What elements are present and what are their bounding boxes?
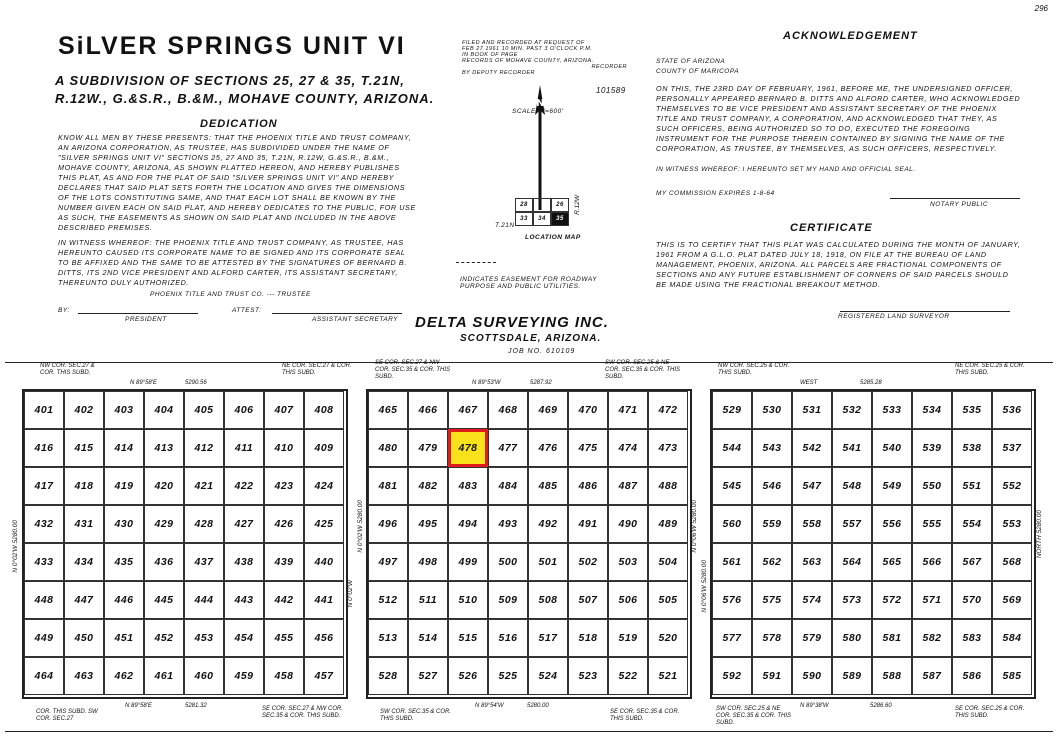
lot[interactable]: 512 xyxy=(368,581,408,619)
block2-corner-sw: SW COR. SEC.35 & COR. THIS SUBD. xyxy=(380,709,452,722)
lot[interactable]: 502 xyxy=(568,543,608,581)
lot[interactable]: 501 xyxy=(528,543,568,581)
lot[interactable]: 542 xyxy=(792,429,832,467)
recording-line-3: IN BOOK OF PAGE xyxy=(462,52,518,58)
lot[interactable]: 533 xyxy=(872,391,912,429)
ack-state: STATE OF ARIZONA xyxy=(656,58,726,65)
block3-side-right: NORTH 5280.00 xyxy=(1036,510,1043,559)
lot[interactable]: 442 xyxy=(264,581,304,619)
dedication-heading: DEDICATION xyxy=(200,118,278,130)
lot[interactable]: 523 xyxy=(568,657,608,695)
lot[interactable]: 563 xyxy=(792,543,832,581)
lot[interactable]: 488 xyxy=(648,467,688,505)
lot[interactable]: 577 xyxy=(712,619,752,657)
secretary-role: ASSISTANT SECRETARY xyxy=(312,316,398,323)
block3-lot-grid xyxy=(712,391,1032,695)
lot[interactable]: 554 xyxy=(952,505,992,543)
lot[interactable]: 503 xyxy=(608,543,648,581)
lot[interactable]: 402 xyxy=(64,391,104,429)
lot[interactable]: 515 xyxy=(448,619,488,657)
lot[interactable]: 505 xyxy=(648,581,688,619)
lot[interactable]: 553 xyxy=(992,505,1032,543)
township-label: T.21N xyxy=(495,222,515,229)
block3-corner-ne: NE COR. SEC.25 & COR. THIS SUBD. xyxy=(955,363,1025,376)
lot[interactable]: 510 xyxy=(448,581,488,619)
lot[interactable]: 460 xyxy=(184,657,224,695)
lot[interactable]: 415 xyxy=(64,429,104,467)
lot[interactable]: 585 xyxy=(992,657,1032,695)
lot[interactable]: 439 xyxy=(264,543,304,581)
block2-lot-grid xyxy=(368,391,688,695)
lot[interactable]: 536 xyxy=(992,391,1032,429)
block2-bottom-bearing: N 89°54'W xyxy=(475,703,504,709)
ack-text: ON THIS, THE 23RD DAY OF FEBRUARY, 1961, BEFORE ME, THE UNDERSIGNED OFFICER, PERSONALLY APPEARED BERNARD B. DITTS AND ALFORD CARTER, WHO ACKNOWLEDGED THEMSELVES TO BE VICE PRESIDENT AND ASSISTANT SECRETARY OF THE PHOENIX TITLE AND TRUST COMPANY, A CORPORATION, AND ACKNOWLEDGED THAT THEY, AS SUCH OFFICERS, BEING AUTHORIZED SO TO DO, EXECUTED THE FOREGOING INSTRUMENT FOR THE PURPOSE THEREIN CONTAINED BY SIGNING THE NAME OF THE CORPORATION, AS TRUSTEE, BY THEMSELVES, AS SUCH OFFICERS, RESPECTIVELY. xyxy=(656,84,1021,153)
lot[interactable]: 444 xyxy=(184,581,224,619)
block2-corner-nw: SE COR. SEC.27 & NW COR. SEC.35 & COR. THIS SUBD. xyxy=(375,360,451,380)
location-map xyxy=(515,198,573,228)
ack-witness: IN WITNESS WHEREOF: I HEREUNTO SET MY HAND AND OFFICIAL SEAL. xyxy=(656,166,916,173)
plat-subtitle xyxy=(55,72,435,108)
block3-bottom-distance: 5286.60 xyxy=(870,703,892,709)
lot[interactable]: 546 xyxy=(752,467,792,505)
block2-corner-ne: SW COR. SEC.25 & NE COR. SEC.35 & COR. THIS SUBD. xyxy=(605,360,681,380)
surveyor-signature-line xyxy=(840,311,1010,312)
lot[interactable]: 427 xyxy=(224,505,264,543)
lot[interactable]: 452 xyxy=(144,619,184,657)
subtitle-line-1: A SUBDIVISION OF SECTIONS 25, 27 & 35, T.21N, xyxy=(55,73,405,88)
lot[interactable]: 522 xyxy=(608,657,648,695)
acknowledgement-heading: ACKNOWLEDGEMENT xyxy=(783,30,918,42)
lot[interactable]: 479 xyxy=(408,429,448,467)
lot[interactable]: 491 xyxy=(568,505,608,543)
plat-title: SiLVER SPRINGS UNIT VI xyxy=(58,32,406,60)
recorder-label: RECORDER xyxy=(591,64,627,70)
lot[interactable]: 432 xyxy=(24,505,64,543)
block3-corner-sw: SW COR. SEC.25 & NE COR. SEC.35 & COR. THIS SUBD. xyxy=(716,706,792,726)
map-cell-highlight: 35 xyxy=(551,212,569,226)
lot[interactable]: 429 xyxy=(144,505,184,543)
lot[interactable]: 434 xyxy=(64,543,104,581)
lot[interactable]: 549 xyxy=(872,467,912,505)
lot[interactable]: 540 xyxy=(872,429,912,467)
lot[interactable]: 567 xyxy=(952,543,992,581)
lot[interactable]: 569 xyxy=(992,581,1032,619)
lot[interactable]: 448 xyxy=(24,581,64,619)
lot[interactable]: 578 xyxy=(752,619,792,657)
lot[interactable]: 469 xyxy=(528,391,568,429)
lot[interactable]: 419 xyxy=(104,467,144,505)
lot[interactable]: 449 xyxy=(24,619,64,657)
notary-role: NOTARY PUBLIC xyxy=(930,201,989,208)
certificate-heading: CERTIFICATE xyxy=(790,222,873,234)
lot[interactable]: 581 xyxy=(872,619,912,657)
lot[interactable]: 551 xyxy=(952,467,992,505)
block3-top-distance: 5285.28 xyxy=(860,380,882,386)
block3-bottom-bearing: N 89°38'W xyxy=(800,703,829,709)
lot[interactable]: 487 xyxy=(608,467,648,505)
lot[interactable]: 455 xyxy=(264,619,304,657)
map-cell: 34 xyxy=(533,212,551,226)
lot[interactable]: 468 xyxy=(488,391,528,429)
lot[interactable]: 566 xyxy=(912,543,952,581)
lot[interactable]: 406 xyxy=(224,391,264,429)
lot[interactable]: 530 xyxy=(752,391,792,429)
lot[interactable]: 586 xyxy=(952,657,992,695)
subtitle-line-2: R.12W., G.&S.R., B.&M., MOHAVE COUNTY, ARIZONA. xyxy=(55,91,435,106)
lot[interactable]: 579 xyxy=(792,619,832,657)
block1-top-bearing: N 89°58'E xyxy=(130,380,157,386)
map-cell: 26 xyxy=(551,198,569,212)
lot[interactable]: 539 xyxy=(912,429,952,467)
block1-bottom-distance: 5281.32 xyxy=(185,703,207,709)
lot[interactable]: 534 xyxy=(912,391,952,429)
lot[interactable]: 445 xyxy=(144,581,184,619)
lot[interactable]: 413 xyxy=(144,429,184,467)
lot[interactable]: 414 xyxy=(104,429,144,467)
recording-line-1: FILED AND RECORDED AT REQUEST OF xyxy=(462,40,585,46)
lot[interactable]: 456 xyxy=(304,619,344,657)
block2-top-distance: 5287.92 xyxy=(530,380,552,386)
lot[interactable]: 524 xyxy=(528,657,568,695)
lot[interactable]: 527 xyxy=(408,657,448,695)
lot[interactable]: 467 xyxy=(448,391,488,429)
lot[interactable]: 475 xyxy=(568,429,608,467)
block2-bottom-distance: 5280.00 xyxy=(527,703,549,709)
lot[interactable]: 525 xyxy=(488,657,528,695)
ack-commission: MY COMMISSION EXPIRES 1-8-64 xyxy=(656,190,775,197)
lot[interactable]: 410 xyxy=(264,429,304,467)
lot[interactable]: 417 xyxy=(24,467,64,505)
map-cell: 33 xyxy=(515,212,533,226)
lot[interactable]: 494 xyxy=(448,505,488,543)
lot[interactable]: 587 xyxy=(912,657,952,695)
lot[interactable]: 454 xyxy=(224,619,264,657)
lot[interactable]: 556 xyxy=(872,505,912,543)
block1-corner-se: SE COR. SEC.27 & NW COR. SEC.35 & COR. THIS SUBD. xyxy=(262,706,344,719)
lot[interactable]: 514 xyxy=(408,619,448,657)
surveyor-role: REGISTERED LAND SURVEYOR xyxy=(838,313,950,320)
block3-corner-se: SE COR. SEC.25 & COR. THIS SUBD. xyxy=(955,706,1025,719)
lot[interactable]: 547 xyxy=(792,467,832,505)
lot[interactable]: 589 xyxy=(832,657,872,695)
lot[interactable]: 470 xyxy=(568,391,608,429)
lot[interactable]: 558 xyxy=(792,505,832,543)
lot[interactable]: 509 xyxy=(488,581,528,619)
lot[interactable]: 472 xyxy=(648,391,688,429)
lot[interactable]: 552 xyxy=(992,467,1032,505)
lot[interactable]: 481 xyxy=(368,467,408,505)
lot[interactable]: 422 xyxy=(224,467,264,505)
block1-bottom-bearing: N 89°58'E xyxy=(125,703,152,709)
lot[interactable]: 574 xyxy=(792,581,832,619)
lot[interactable]: 443 xyxy=(224,581,264,619)
lot[interactable]: 519 xyxy=(608,619,648,657)
lot[interactable]: 430 xyxy=(104,505,144,543)
lot[interactable]: 497 xyxy=(368,543,408,581)
lot[interactable]: 404 xyxy=(144,391,184,429)
lot[interactable]: 421 xyxy=(184,467,224,505)
lot[interactable]: 572 xyxy=(872,581,912,619)
certificate-text: THIS IS TO CERTIFY THAT THIS PLAT WAS CALCULATED DURING THE MONTH OF JANUARY, 1961 FROM A G.L.O. PLAT DATED JULY 18, 1918, ON FILE AT THE BUREAU OF LAND MANAGEMENT, PHOENIX, ARIZONA. ALL PARCELS ARE FRACTIONAL COMPONENTS OF SECTIONS AND ANY FUTURE ESTABLISHMENT OF CORNERS OF SAID PARCELS SHOULD BE MADE USING THE FRACTIONAL BREAKOUT METHOD. xyxy=(656,240,1021,289)
lot[interactable]: 461 xyxy=(144,657,184,695)
lot[interactable]: 576 xyxy=(712,581,752,619)
lot[interactable]: 532 xyxy=(832,391,872,429)
lot[interactable]: 538 xyxy=(952,429,992,467)
lot[interactable]: 520 xyxy=(648,619,688,657)
lot[interactable]: 543 xyxy=(752,429,792,467)
block2-side-right: N 0°06'W 5280.00 xyxy=(691,500,698,553)
easement-symbol xyxy=(456,262,496,263)
range-label: R.12W xyxy=(574,195,581,215)
svg-text:N: N xyxy=(536,98,545,109)
by-label: BY: xyxy=(58,307,70,314)
lot[interactable]: 418 xyxy=(64,467,104,505)
lot[interactable]: 531 xyxy=(792,391,832,429)
lot[interactable]: 405 xyxy=(184,391,224,429)
lot[interactable]: 544 xyxy=(712,429,752,467)
block3-corner-nw: NW COR. SEC.25 & COR. THIS SUBD. xyxy=(718,363,790,376)
block1-corner-sw: COR. THIS SUBD. SW COR. SEC.27 xyxy=(36,709,98,722)
highlighted-lot[interactable]: 478 xyxy=(448,429,488,467)
lot[interactable]: 484 xyxy=(488,467,528,505)
lot[interactable]: 568 xyxy=(992,543,1032,581)
lot[interactable]: 575 xyxy=(752,581,792,619)
lot[interactable]: 492 xyxy=(528,505,568,543)
lot[interactable]: 416 xyxy=(24,429,64,467)
lot[interactable]: 508 xyxy=(528,581,568,619)
lot[interactable]: 559 xyxy=(752,505,792,543)
lot[interactable]: 464 xyxy=(24,657,64,695)
lot[interactable]: 504 xyxy=(648,543,688,581)
lot[interactable]: 513 xyxy=(368,619,408,657)
lot[interactable]: 403 xyxy=(104,391,144,429)
block1-top-distance: 5290.56 xyxy=(185,380,207,386)
lot[interactable]: 562 xyxy=(752,543,792,581)
lot[interactable]: 516 xyxy=(488,619,528,657)
lot[interactable]: 459 xyxy=(224,657,264,695)
deputy-label: BY DEPUTY RECORDER xyxy=(462,70,535,76)
lot[interactable]: 526 xyxy=(448,657,488,695)
lot[interactable]: 423 xyxy=(264,467,304,505)
notary-signature-line xyxy=(890,198,1020,199)
lot[interactable]: 436 xyxy=(144,543,184,581)
lot[interactable]: 446 xyxy=(104,581,144,619)
lot[interactable]: 535 xyxy=(952,391,992,429)
lot[interactable]: 483 xyxy=(448,467,488,505)
lot[interactable]: 441 xyxy=(304,581,344,619)
block1-lot-grid xyxy=(24,391,344,695)
block3-top-bearing: WEST xyxy=(800,380,818,386)
lot[interactable]: 541 xyxy=(832,429,872,467)
lot[interactable]: 465 xyxy=(368,391,408,429)
lot[interactable]: 561 xyxy=(712,543,752,581)
firm-city: SCOTTSDALE, ARIZONA. xyxy=(460,333,602,344)
scale-label: SCALE 1"=600' xyxy=(512,108,564,115)
lot[interactable]: 437 xyxy=(184,543,224,581)
block3-side-left: N 0°06'W 5280.00 xyxy=(701,560,708,613)
lot[interactable]: 471 xyxy=(608,391,648,429)
president-role: PRESIDENT xyxy=(125,316,167,323)
lot[interactable]: 458 xyxy=(264,657,304,695)
block1-side-left: N 0°02'W 5280.00 xyxy=(12,520,19,573)
lot[interactable]: 482 xyxy=(408,467,448,505)
map-cell: 28 xyxy=(515,198,533,212)
lot[interactable]: 550 xyxy=(912,467,952,505)
lot[interactable]: 592 xyxy=(712,657,752,695)
block1-corner-ne: NE COR. SEC.27 & COR. THIS SUBD. xyxy=(282,363,352,376)
lot[interactable]: 408 xyxy=(304,391,344,429)
lot[interactable]: 480 xyxy=(368,429,408,467)
lot[interactable]: 433 xyxy=(24,543,64,581)
lot[interactable]: 431 xyxy=(64,505,104,543)
lot[interactable]: 582 xyxy=(912,619,952,657)
lot[interactable]: 428 xyxy=(184,505,224,543)
lot[interactable]: 425 xyxy=(304,505,344,543)
job-number: JOB NO. 610109 xyxy=(508,348,576,355)
lot[interactable]: 407 xyxy=(264,391,304,429)
lot[interactable]: 476 xyxy=(528,429,568,467)
lot[interactable]: 495 xyxy=(408,505,448,543)
lot[interactable]: 506 xyxy=(608,581,648,619)
firm-name: DELTA SURVEYING INC. xyxy=(415,314,609,331)
recording-line-4: RECORDS OF MOHAVE COUNTY, ARIZONA. xyxy=(462,58,594,64)
page-number: 296 xyxy=(1034,4,1048,13)
lot[interactable]: 474 xyxy=(608,429,648,467)
lot[interactable]: 412 xyxy=(184,429,224,467)
lot[interactable]: 477 xyxy=(488,429,528,467)
lot[interactable]: 451 xyxy=(104,619,144,657)
lot[interactable]: 528 xyxy=(368,657,408,695)
lot[interactable]: 489 xyxy=(648,505,688,543)
block2-top-bearing: N 89°53'W xyxy=(472,380,501,386)
lot[interactable]: 555 xyxy=(912,505,952,543)
secretary-signature-line xyxy=(272,313,402,314)
block2-side-left: N 0°02'W 5280.00 xyxy=(357,500,364,553)
lot[interactable]: 545 xyxy=(712,467,752,505)
attest-label: ATTEST: xyxy=(232,307,262,314)
lot[interactable]: 496 xyxy=(368,505,408,543)
trustee-company: PHOENIX TITLE AND TRUST CO. --- TRUSTEE xyxy=(150,291,311,298)
lot[interactable]: 424 xyxy=(304,467,344,505)
lot[interactable]: 450 xyxy=(64,619,104,657)
lot[interactable]: 500 xyxy=(488,543,528,581)
lot[interactable]: 426 xyxy=(264,505,304,543)
lot[interactable]: 588 xyxy=(872,657,912,695)
lot[interactable]: 473 xyxy=(648,429,688,467)
lot[interactable]: 517 xyxy=(528,619,568,657)
lot[interactable]: 498 xyxy=(408,543,448,581)
lot[interactable]: 557 xyxy=(832,505,872,543)
block2-corner-se: SE COR. SEC.35 & COR. THIS SUBD. xyxy=(610,709,680,722)
lot[interactable]: 507 xyxy=(568,581,608,619)
lot[interactable]: 486 xyxy=(568,467,608,505)
lot[interactable]: 485 xyxy=(528,467,568,505)
block1-side-right: N 0°02'W xyxy=(347,580,354,608)
lot[interactable]: 493 xyxy=(488,505,528,543)
recording-line-2: FEB 27 1961 10 MIN. PAST 3 O'CLOCK P.M. xyxy=(462,46,593,52)
lot[interactable]: 490 xyxy=(608,505,648,543)
lot[interactable]: 511 xyxy=(408,581,448,619)
lot[interactable]: 440 xyxy=(304,543,344,581)
lot[interactable]: 466 xyxy=(408,391,448,429)
lot[interactable]: 573 xyxy=(832,581,872,619)
dedication-witness: IN WITNESS WHEREOF: THE PHOENIX TITLE AND TRUST COMPANY, AS TRUSTEE, HAS HEREUNTO CAUSED ITS CORPORATE NAME TO BE SIGNED AND ITS CORPORATE SEAL TO BE AFFIXED AND THE SAME TO BE ATTESTED BY THE SIGNATURES OF BERNARD B. DITTS, ITS 2ND VICE PRESIDENT AND ALFORD CARTER, ITS ASSISTANT SECRETARY, THEREUNTO DULY AUTHORIZED. xyxy=(58,238,407,287)
lot[interactable]: 565 xyxy=(872,543,912,581)
lot[interactable]: 435 xyxy=(104,543,144,581)
lot[interactable]: 580 xyxy=(832,619,872,657)
president-signature-line xyxy=(78,313,198,314)
easement-note: INDICATES EASEMENT FOR ROADWAY PURPOSE AND PUBLIC UTILITIES. xyxy=(460,276,597,290)
north-arrow-icon xyxy=(525,85,555,215)
block1-corner-nw: NW COR. SEC.27 & COR. THIS SUBD. xyxy=(40,363,95,376)
recording-stamp xyxy=(462,40,627,76)
lot[interactable]: 590 xyxy=(792,657,832,695)
ack-county: COUNTY OF MARICOPA xyxy=(656,68,740,75)
lot[interactable]: 447 xyxy=(64,581,104,619)
lot[interactable]: 457 xyxy=(304,657,344,695)
lot[interactable]: 411 xyxy=(224,429,264,467)
lot[interactable]: 571 xyxy=(912,581,952,619)
lot[interactable]: 518 xyxy=(568,619,608,657)
lot[interactable]: 564 xyxy=(832,543,872,581)
lot[interactable]: 548 xyxy=(832,467,872,505)
location-map-label: LOCATION MAP xyxy=(525,234,581,241)
document-number: 101589 xyxy=(596,86,626,95)
lot[interactable]: 438 xyxy=(224,543,264,581)
lot[interactable]: 409 xyxy=(304,429,344,467)
lot[interactable]: 463 xyxy=(64,657,104,695)
lot[interactable]: 583 xyxy=(952,619,992,657)
lot[interactable]: 521 xyxy=(648,657,688,695)
lot[interactable]: 560 xyxy=(712,505,752,543)
lot[interactable]: 453 xyxy=(184,619,224,657)
lot[interactable]: 584 xyxy=(992,619,1032,657)
lot[interactable]: 420 xyxy=(144,467,184,505)
lot[interactable]: 537 xyxy=(992,429,1032,467)
dedication-text: KNOW ALL MEN BY THESE PRESENTS: THAT THE PHOENIX TITLE AND TRUST COMPANY, AN ARIZONA CORPORATION, AS TRUSTEE, HAS SUBDIVIDED UNDER THE NAME OF "SILVER SPRINGS UNIT VI" SECTIONS 25, 27 AND 35, T.21N, R.12W, G.&S.R., B.&M., MOHAVE COUNTY, ARIZONA, AS SHOWN PLATTED HEREON, AND HEREBY PUBLISHES THIS PLAT, AS AND FOR THE PLAT OF SAID "SILVER SPRINGS UNIT VI" AND HEREBY DECLARES THAT SAID PLAT SETS FORTH THE LOCATION AND GIVES THE DIMENSIONS OF THE LOTS CONSTITUTING SAME, AND THAT EACH LOT SHALL BE KNOWN BY THE NUMBER GIVEN EACH ON SAID PLAT, AND HEREBY DEDICATES TO THE PUBLIC, FOR USE AS SUCH, THE EASEMENTS AS SHOWN ON SAID PLAT AND INCLUDED IN THE ABOVE DESCRIBED PREMISES. xyxy=(58,133,416,232)
lot[interactable]: 591 xyxy=(752,657,792,695)
lot[interactable]: 499 xyxy=(448,543,488,581)
lot[interactable]: 462 xyxy=(104,657,144,695)
lot[interactable]: 570 xyxy=(952,581,992,619)
lot[interactable]: 529 xyxy=(712,391,752,429)
lot[interactable]: 401 xyxy=(24,391,64,429)
